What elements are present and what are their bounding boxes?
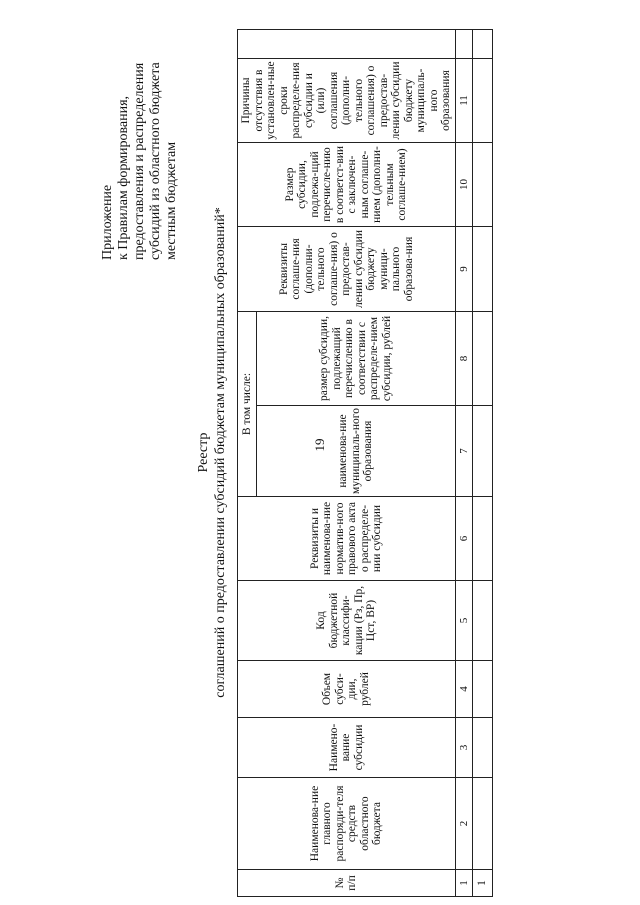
column-number-empty [455,30,473,59]
column-number: 8 [455,312,473,406]
table-cell [473,581,493,661]
column-number: 1 [455,870,473,897]
appendix-line: к Правилам формирования, [116,95,131,260]
column-number: 11 [455,59,473,143]
column-number: 3 [455,718,473,778]
header-agreement-amount: Размер субсидии, подлежа-щий перечисле-нию в соответст-вии с заключен-ным соглаше-нием (дополни-тельным соглаше-нием) [238,143,456,227]
header-distribution-amount: размер субсидии, подлежащий перечислению в соответствии с распределе-нием субсидии, рублей [257,312,455,406]
table-row [473,30,493,897]
header-number: № п/п [238,870,456,897]
registry-table [237,29,493,897]
page-number: 19 [312,438,327,452]
table-cell [473,312,493,406]
appendix-line: местным бюджетам [164,141,179,260]
header-agreement-details: Реквизиты соглаше-ния (дополни-тельного соглаше-ния) о предостав-лении субсидии бюджету муници-пального образова-ния [238,227,456,312]
header-subsidy-volume: Объем субси-дии, рублей [238,661,456,718]
table-cell [473,227,493,312]
column-number: 9 [455,227,473,312]
column-number: 4 [455,661,473,718]
column-number: 2 [455,778,473,870]
header-absence-reasons: Причины отсутствия в установлен-ные сроки распределе-ния субсидии и (или) соглашения (дополни-тельного соглашения) о предостав-лении субсидии бюджету муниципаль-ного образования [238,59,456,143]
table-cell [473,59,493,143]
column-number: 5 [455,581,473,661]
header-legal-act: Реквизиты и наименова-ние норматив-ного правового акта о распределе-нии субсидии [238,497,456,581]
appendix-line: субсидий из областного бюджета [148,62,163,260]
header-manager: Наименова-ние главного распоряди-теля средств областного бюджета [238,778,456,870]
appendix-heading [100,20,180,260]
column-number: 7 [455,406,473,497]
table-cell [473,497,493,581]
header-budget-code: Код бюджетной классифи-кации (Рз, Пр, Цст, ВР) [238,581,456,661]
table-cell [473,718,493,778]
header-subsidy-name: Наимено-вание субсидии [238,718,456,778]
document-subtitle: соглашений о предоставлении субсидий бюджетам муниципальных образований* [213,207,228,698]
header-extra-column [238,30,456,59]
table-cell: 1 [473,870,493,897]
document-title: Реестр [196,432,211,473]
header-municipality-name: наименова-ние муниципаль-ного образования [257,406,455,497]
header-group-including: В том числе: [238,312,257,497]
column-number: 6 [455,497,473,581]
table-cell [473,406,493,497]
table-cell [473,30,493,59]
appendix-line: Приложение [100,184,115,260]
column-number-row [455,30,473,897]
column-number: 10 [455,143,473,227]
appendix-line: предоставления и распределения [132,62,147,260]
table-cell [473,143,493,227]
table-cell [473,778,493,870]
table-cell [473,661,493,718]
